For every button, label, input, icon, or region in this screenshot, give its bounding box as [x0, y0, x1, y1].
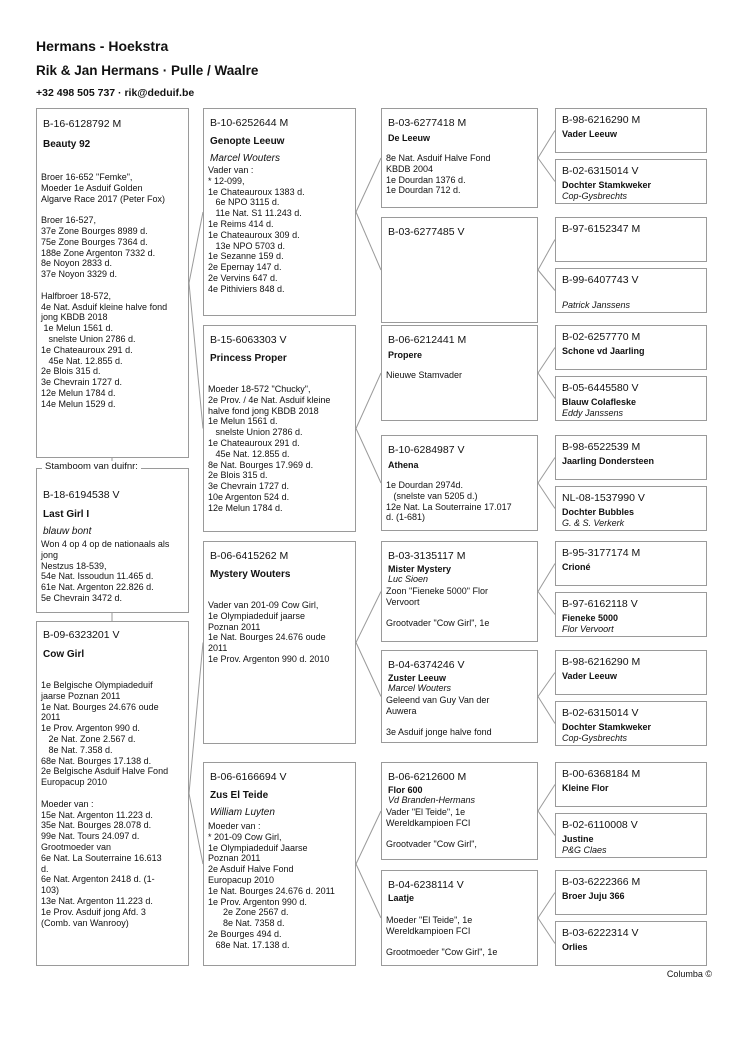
pigeon-owner: Marcel Wouters — [388, 683, 452, 693]
ring-number: B-00-6368184 M — [562, 768, 641, 780]
pigeon-name: Athena — [388, 460, 419, 470]
pigeon-owner: Cop-Gysbrechts — [562, 733, 628, 743]
connector-line — [538, 158, 555, 182]
ring-number: B-97-6162118 V — [562, 598, 638, 610]
ring-number: B-18-6194538 V — [43, 489, 120, 501]
connector-line — [538, 811, 555, 836]
pigeon-card-gg7 — [555, 435, 707, 480]
pigeon-name: Mister Mystery — [388, 564, 452, 574]
pigeon-card-g4 — [381, 435, 538, 531]
pigeon-card-gg1 — [555, 108, 707, 153]
pigeon-description: 8e Nat. Asduif Halve Fond KBDB 2004 1e Dourdan 1376 d. 1e Dourdan 712 d. — [386, 153, 491, 196]
ring-number: B-97-6152347 M — [562, 223, 641, 235]
pigeon-name: Genopte Leeuw — [210, 136, 285, 147]
page-title: Hermans - Hoekstra — [36, 38, 169, 54]
connector-line — [538, 785, 555, 812]
pigeon-owner: blauw bont — [43, 526, 92, 537]
pigeon-name: Flor 600 — [388, 785, 423, 795]
ring-number: B-98-6216290 M — [562, 656, 641, 668]
pigeon-description: 1e Dourdan 2974d. (snelste van 5205 d.) 12e Nat. La Souterraine 17.017 d. (1-681) — [386, 480, 512, 523]
pigeon-name: Broer Juju 366 — [562, 891, 625, 901]
pigeon-card-g7 — [381, 762, 538, 860]
ring-number: B-06-6212600 M — [388, 771, 467, 783]
pigeon-card-g5 — [381, 541, 538, 642]
ring-number: B-03-6277418 M — [388, 117, 467, 129]
pigeon-owner: Patrick Janssens — [562, 300, 631, 310]
ring-number: B-04-6374246 V — [388, 659, 465, 671]
pigeon-name: Orlies — [562, 942, 588, 952]
pigeon-card-g2 — [381, 217, 538, 323]
pigeon-owner: Cop-Gysbrechts — [562, 191, 628, 201]
connector-line — [538, 458, 555, 484]
ring-number: B-15-6063303 V — [210, 334, 287, 346]
connector-line — [538, 697, 555, 724]
connector-line — [538, 673, 555, 697]
pigeon-description: Vader van : * 12-099, 1e Chateauroux 1383 d. 6e NPO 3115 d. 11e Nat. S1 11.243 d. 1e Reims 414 d. 1e Chateauroux 309 d. 13e NPO 5703 d. 1e Sezanne 159 d. 2e Epernay 147 d. 2e Vervins 647 d. 4e Pithiviers 848 d. — [208, 165, 305, 294]
pigeon-card-gg8 — [555, 486, 707, 531]
pigeon-owner: William Luyten — [210, 807, 275, 818]
pigeon-name: De Leeuw — [388, 133, 431, 143]
pigeon-name: Last Girl I — [43, 509, 90, 520]
pigeon-description: 1e Belgische Olympiadeduif jaarse Poznan 2011 1e Nat. Bourges 24.676 oude 2011 1e Prov. Argenton 990 d. 2e Nat. Zone 2.567 d. 8e Nat. 7.358 d. 68e Nat. Bourges 17.138 d. 2e Belgische Asduif Halve Fond Europacup 2010 Moeder van : 15e Nat. Argenton 11.223 d. 35e Nat. Bourges 28.078 d. 99e Nat. Tours 24.097 d. Grootmoeder van 6e Nat. La Souterraine 16.613 d. 6e Nat. Argenton 2418 d. (1- 103) 13e Nat. Argenton 11.223 d. 1e Prov. Asduif jong Afd. 3 (Comb. van Wanrooy) — [41, 680, 169, 928]
pigeon-name: Crioné — [562, 562, 591, 572]
pigeon-owner: Eddy Janssens — [562, 408, 624, 418]
ring-number: B-04-6238114 V — [388, 879, 464, 891]
ring-number: B-03-6222314 V — [562, 927, 639, 939]
pigeon-owner: Vd Branden-Hermans — [388, 795, 476, 805]
pigeon-name: Blauw Colafleske — [562, 397, 637, 407]
ring-number: B-09-6323201 V — [43, 629, 120, 641]
pigeon-name: Kleine Flor — [562, 783, 609, 793]
pigeon-description: Nieuwe Stamvader — [386, 370, 463, 380]
contact-line: +32 498 505 737 · rik@deduif.be — [36, 87, 195, 99]
pigeon-card-p1 — [203, 108, 356, 316]
pigeon-name: Propere — [388, 350, 423, 360]
connector-line — [538, 240, 555, 271]
connector-line — [538, 373, 555, 399]
pigeon-description: Zoon "Fieneke 5000" Flor Vervoort Grootvader "Cow Girl", 1e — [386, 586, 490, 629]
connector-line — [356, 811, 381, 864]
pigeon-owner: G. & S. Verkerk — [562, 518, 625, 528]
pigeon-card-sib1 — [36, 108, 189, 458]
pigeon-card-gg4 — [555, 268, 707, 313]
ring-number: B-06-6166694 V — [210, 771, 287, 783]
ring-number: B-95-3177174 M — [562, 547, 641, 559]
pigeon-description: Geleend van Guy Van der Auwera 3e Asduif jonge halve fond — [386, 695, 492, 738]
pigeon-card-gg3 — [555, 217, 707, 262]
connector-line — [538, 564, 555, 592]
pigeon-owner: Marcel Wouters — [210, 153, 281, 164]
pigeon-card-p3 — [203, 541, 356, 744]
ring-number: B-16-6128792 M — [43, 118, 122, 130]
pigeon-card-gg5 — [555, 325, 707, 370]
pigeon-card-g6 — [381, 650, 538, 743]
pigeon-name: Zuster Leeuw — [388, 673, 447, 683]
pigeon-name: Dochter Stamkweker — [562, 180, 652, 190]
connector-line — [189, 643, 203, 794]
connector-line — [356, 158, 381, 212]
pigeon-description: Moeder 18-572 "Chucky", 2e Prov. / 4e Nat. Asduif kleine halve fond jong KBDB 2018 1e Melun 1561 d. snelste Union 2786 d. 1e Chateauroux 291 d. 45e Nat. 12.855 d. 8e Nat. Bourges 17.969 d. 2e Blois 315 d. 3e Chevrain 1727 d. 10e Argenton 524 d. 12e Melun 1784 d. — [208, 384, 331, 513]
ring-number: B-06-6415262 M — [210, 550, 289, 562]
pigeon-card-gg15 — [555, 870, 707, 915]
pigeon-card-gg6 — [555, 376, 707, 421]
pigeon-card-gg13 — [555, 762, 707, 807]
ring-number: B-02-6315014 V — [562, 707, 639, 719]
ring-number: B-02-6315014 V — [562, 165, 639, 177]
pigeon-name: Justine — [562, 834, 594, 844]
connector-line — [538, 348, 555, 374]
pigeon-card-gg14 — [555, 813, 707, 858]
pigeon-card-gg2 — [555, 159, 707, 204]
pigeon-card-g3 — [381, 325, 538, 421]
pigeon-name: Fieneke 5000 — [562, 613, 619, 623]
ring-number: B-98-6522539 M — [562, 441, 641, 453]
pigeon-name: Dochter Stamkweker — [562, 722, 652, 732]
connector-line — [189, 283, 203, 429]
connector-line — [538, 270, 555, 291]
pigeon-card-gg9 — [555, 541, 707, 586]
connector-line — [189, 212, 203, 283]
pigeon-description: Moeder "El Teide", 1e Wereldkampioen FCI Grootmoeder "Cow Girl", 1e — [386, 915, 498, 958]
connector-line — [356, 373, 381, 429]
pigeon-card-gg12 — [555, 701, 707, 746]
connector-line — [538, 918, 555, 944]
pigeon-description: Broer 16-652 "Femke", Moeder 1e Asduif Golden Algarve Race 2017 (Peter Fox) Broer 16-527, 37e Zone Bourges 8989 d. 75e Zone Bourges 7364 d. 188e Zone Argenton 7332 d. 8e Noyon 2833 d. 37e Noyon 3329 d. Halfbroer 18-572, 4e Nat. Asduif kleine halve fond jong KBDB 2018 1e Melun 1561 d. snelste Union 2786 d. 1e Chateauroux 291 d. 45e Nat. 12.855 d. 2e Blois 315 d. 3e Chevrain 1727 d. 12e Melun 1784 d. 14e Melun 1529 d. — [41, 172, 168, 409]
pigeon-name: Dochter Bubbles — [562, 507, 635, 517]
pigeon-card-p4 — [203, 762, 356, 966]
pigeon-name: Vader Leeuw — [562, 671, 618, 681]
pigeon-owner: P&G Claes — [562, 845, 607, 855]
pigeon-card-sib2 — [36, 621, 189, 966]
connector-line — [356, 429, 381, 484]
connector-line — [538, 483, 555, 509]
pigeon-name: Vader Leeuw — [562, 129, 618, 139]
ring-number: B-10-6284987 V — [388, 444, 465, 456]
pigeon-name: Cow Girl — [43, 649, 85, 660]
pigeon-card-g8 — [381, 870, 538, 966]
pigeon-name: Beauty 92 — [43, 139, 91, 150]
ring-number: NL-08-1537990 V — [562, 492, 645, 504]
pigeon-owner: Luc Sioen — [388, 574, 429, 584]
pigeon-name: Schone vd Jaarling — [562, 346, 645, 356]
pigeon-card-p2 — [203, 325, 356, 532]
page-subtitle: Rik & Jan Hermans · Pulle / Waalre — [36, 63, 259, 78]
ring-number: B-06-6212441 M — [388, 334, 467, 346]
pigeon-owner: Flor Vervoort — [562, 624, 614, 634]
ring-number: B-05-6445580 V — [562, 382, 639, 394]
ring-number: B-10-6252644 M — [210, 117, 289, 129]
connector-line — [538, 893, 555, 919]
connector-line — [538, 592, 555, 615]
connector-line — [538, 131, 555, 159]
pigeon-description: Won 4 op 4 op de nationaals als jong Nestzus 18-539, 54e Nat. Issoudun 11.465 d. 61e Nat. Argenton 22.826 d. 5e Chevrain 3472 d. — [41, 539, 170, 603]
connector-line — [356, 864, 381, 918]
ring-number: B-03-3135117 M — [388, 550, 466, 562]
stamboom-label: Stamboom van duifnr: — [42, 461, 141, 472]
connector-line — [356, 643, 381, 697]
pigeon-name: Princess Proper — [210, 353, 287, 364]
pigeon-description: Vader van 201-09 Cow Girl, 1e Olympiadeduif jaarse Poznan 2011 1e Nat. Bourges 24.676 oude 2011 1e Prov. Argenton 990 d. 2010 — [208, 600, 330, 664]
connector-line — [189, 794, 203, 865]
ring-number: B-03-6277485 V — [388, 226, 465, 238]
footer-credit: Columba © — [666, 969, 712, 979]
pigeon-description: Vader "El Teide", 1e Wereldkampioen FCI Grootvader "Cow Girl", — [386, 807, 477, 850]
pigeon-name: Jaarling Dondersteen — [562, 456, 655, 466]
ring-number: B-98-6216290 M — [562, 114, 641, 126]
pigeon-card-gg11 — [555, 650, 707, 695]
connector-line — [356, 212, 381, 270]
ring-number: B-02-6257770 M — [562, 331, 641, 343]
ring-number: B-02-6110008 V — [562, 819, 638, 831]
pigeon-name: Laatje — [388, 893, 415, 903]
ring-number: B-99-6407743 V — [562, 274, 639, 286]
pigeon-card-gg16 — [555, 921, 707, 966]
ring-number: B-03-6222366 M — [562, 876, 641, 888]
connector-line — [356, 592, 381, 643]
pigeon-name: Zus El Teide — [210, 790, 269, 801]
pigeon-description: Moeder van : * 201-09 Cow Girl, 1e Olympiadeduif Jaarse Poznan 2011 2e Asduif Halve Fond Europacup 2010 1e Nat. Bourges 24.676 d. 2011 1e Prov. Argenton 990 d. 2e Zone 2567 d. 8e Nat. 7358 d. 2e Bourges 494 d. 68e Nat. 17.138 d. — [208, 821, 335, 950]
pigeon-card-g1 — [381, 108, 538, 208]
pigeon-name: Mystery Wouters — [210, 569, 291, 580]
pigeon-card-gg10 — [555, 592, 707, 637]
pigeon-card-subject — [36, 468, 189, 613]
